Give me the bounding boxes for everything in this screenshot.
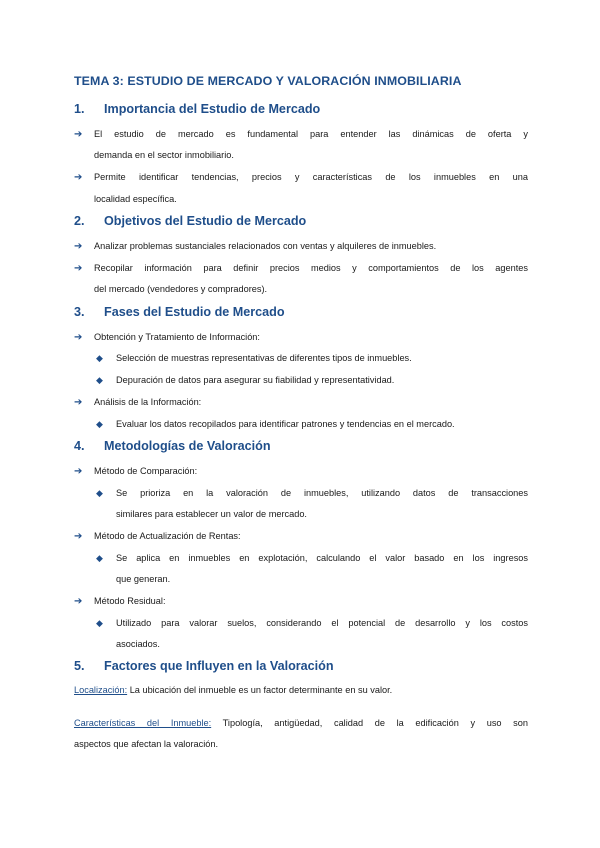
sub-bullet-item: [96, 370, 528, 391]
section-heading-5: [74, 659, 334, 673]
section-heading-4: [74, 439, 271, 453]
bullet-text: localidad específica.: [94, 194, 177, 204]
sub-bullet-text: que generan.: [116, 574, 171, 584]
section-heading-3: [74, 305, 285, 319]
section-title: Importancia del Estudio de Mercado: [104, 102, 321, 116]
bullet-text: El estudio de mercado es fundamental para entender las dinámicas de oferta y: [94, 129, 528, 139]
bullet-item: [74, 526, 528, 547]
diamond-icon: ◆: [96, 553, 103, 563]
section-number: 3.: [74, 305, 85, 319]
sub-bullet-continuation: [96, 634, 528, 655]
diamond-icon: ◆: [96, 618, 103, 628]
sub-bullet-continuation: [96, 504, 528, 525]
bullet-text: demanda en el sector inmobiliario.: [94, 150, 234, 160]
sub-bullet-text: Se prioriza en la valoración de inmuebles, utilizando datos de transacciones: [116, 488, 528, 498]
bullet-item: [74, 236, 528, 257]
bullet-text: Análisis de la Información:: [94, 397, 202, 407]
section-number: 5.: [74, 659, 85, 673]
factor-text: aspectos que afectan la valoración.: [74, 739, 219, 749]
sub-bullet-text: Se aplica en inmuebles en explotación, calculando el valor basado en los ingresos: [116, 553, 528, 563]
section-title: Fases del Estudio de Mercado: [104, 305, 285, 319]
section-title: Factores que Influyen en la Valoración: [104, 659, 334, 673]
factor-text: La ubicación del inmueble es un factor determinante en su valor.: [129, 685, 393, 695]
bullet-item: [74, 327, 528, 348]
bullet-text: Método de Comparación:: [94, 466, 198, 476]
factor-paragraph: [74, 680, 528, 701]
sub-bullet-item: [96, 348, 528, 369]
sub-bullet-text: Utilizado para valorar suelos, considerando el potencial de desarrollo y los costos: [116, 618, 528, 628]
arrow-icon: ➔: [74, 332, 83, 343]
bullet-text: Obtención y Tratamiento de Información:: [94, 332, 260, 342]
sub-bullet-text: asociados.: [116, 639, 160, 649]
bullet-item: [74, 392, 528, 413]
section-title: Metodologías de Valoración: [104, 439, 271, 453]
bullet-text: del mercado (vendedores y compradores).: [94, 284, 268, 294]
factor-label: Características del Inmueble:: [74, 718, 212, 728]
arrow-icon: ➔: [74, 596, 83, 607]
diamond-icon: ◆: [96, 375, 103, 385]
diamond-icon: ◆: [96, 488, 103, 498]
arrow-icon: ➔: [74, 531, 83, 542]
bullet-continuation: [74, 145, 528, 166]
arrow-icon: ➔: [74, 397, 83, 408]
factor-text: Tipología, antigüedad, calidad de la edificación y uso son: [222, 718, 528, 728]
sub-bullet-text: Selección de muestras representativas de diferentes tipos de inmuebles.: [116, 353, 412, 363]
bullet-continuation: [74, 189, 528, 210]
section-heading-1: [74, 102, 320, 116]
arrow-icon: ➔: [74, 129, 83, 140]
bullet-text: Permite identificar tendencias, precios y características de los inmuebles en una: [94, 172, 528, 182]
bullet-text: Analizar problemas sustanciales relacionados con ventas y alquileres de inmuebles.: [94, 241, 437, 251]
diamond-icon: ◆: [96, 353, 103, 363]
bullet-item: [74, 591, 528, 612]
factor-label: Localización:: [74, 685, 128, 695]
sub-bullet-text: Evaluar los datos recopilados para identificar patrones y tendencias en el mercado.: [116, 419, 455, 429]
section-number: 4.: [74, 439, 85, 453]
sub-bullet-continuation: [96, 569, 528, 590]
bullet-continuation: [74, 279, 528, 300]
bullet-item: [74, 461, 528, 482]
section-number: 2.: [74, 214, 85, 228]
document-title: TEMA 3: ESTUDIO DE MERCADO Y VALORACIÓN INMOBILIARIA: [74, 74, 462, 88]
diamond-icon: ◆: [96, 419, 103, 429]
arrow-icon: ➔: [74, 241, 83, 252]
arrow-icon: ➔: [74, 263, 83, 274]
sub-bullet-text: similares para establecer un valor de mercado.: [116, 509, 307, 519]
sub-bullet-text: Depuración de datos para asegurar su fiabilidad y representatividad.: [116, 375, 395, 385]
section-title: Objetivos del Estudio de Mercado: [104, 214, 307, 228]
factor-paragraph-continuation: [74, 734, 528, 755]
arrow-icon: ➔: [74, 172, 83, 183]
bullet-text: Método Residual:: [94, 596, 166, 606]
bullet-text: Método de Actualización de Rentas:: [94, 531, 241, 541]
bullet-text: Recopilar información para definir precios medios y comportamientos de los agentes: [94, 263, 528, 273]
section-number: 1.: [74, 102, 85, 116]
arrow-icon: ➔: [74, 466, 83, 477]
sub-bullet-item: [96, 414, 528, 435]
section-heading-2: [74, 214, 306, 228]
